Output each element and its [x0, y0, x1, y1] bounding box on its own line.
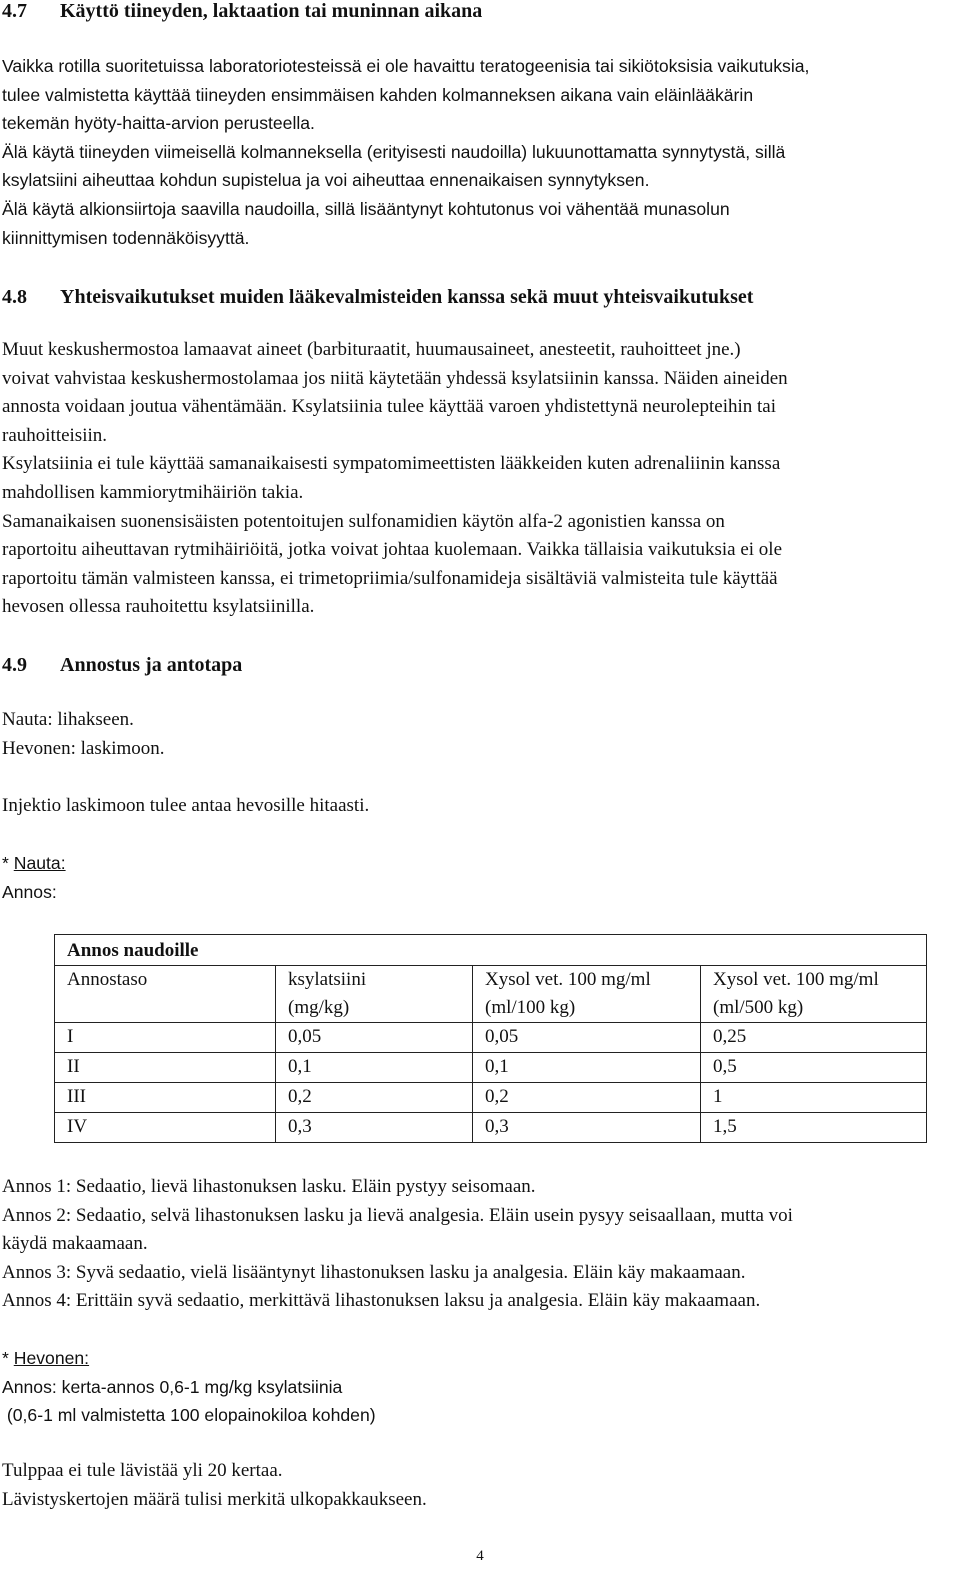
- section-4-8-body: [2, 336, 954, 622]
- table-cell: 0,3: [473, 1113, 701, 1143]
- paragraph-line: Vaikka rotilla suoritetuissa laboratoriotesteissä ei ole havaittu teratogeenisia tai sikiötoksisia vaikutuksia,: [2, 56, 810, 76]
- paragraph-line: kiinnittymisen todennäköisyyttä.: [2, 227, 250, 248]
- table-cell: 0,05: [473, 1023, 701, 1053]
- header-text: Xysol vet. 100 mg/ml: [485, 969, 651, 990]
- section-title: Annostus ja antotapa: [60, 654, 243, 676]
- paragraph-line: voivat vahvistaa keskushermostolamaa jos niitä käytetään yhdessä ksylatsiinin kanssa. Näiden aineiden: [2, 367, 788, 389]
- column-header: [701, 966, 927, 1023]
- paragraph-line: rauhoitteisiin.: [2, 424, 108, 446]
- paragraph-line: tulee valmistetta käyttää tiineyden ensimmäisen kahden kolmanneksen aikana vain eläinlääkärin: [2, 84, 754, 105]
- paragraph-line: raportoitu aiheuttavan rytmihäiriöitä, jotka voivat johtaa kuolemaan. Vaikka tällaisia vaikutuksia ei ole: [2, 539, 783, 561]
- dose-note-line: Annos 2: Sedaatio, selvä lihastonuksen lasku ja lievä analgesia. Eläin usein pysyy seisaallaan, mutta voi: [2, 1204, 793, 1226]
- table-header-row: [55, 966, 927, 1023]
- paragraph-line: Ksylatsiinia ei tule käyttää samanaikaisesti sympatomimeettisten lääkkeiden kuten adrenaliinin kanssa: [2, 453, 781, 475]
- table-row: [55, 1053, 927, 1083]
- dose-note-line: Annos 3: Syvä sedaatio, vielä lisääntynyt lihastonuksen lasku ja analgesia. Eläin käy makaamaan.: [2, 1261, 746, 1283]
- paragraph-line: Älä käytä tiineyden viimeisellä kolmanneksella (erityisesti naudoilla) lukuunottamatta synnytystä, sillä: [2, 141, 786, 162]
- paragraph-line: annosta voidaan joutua vähentämään. Ksylatsiinia tulee käyttää varoen yhdistettynä neurolepteihin tai: [2, 396, 776, 418]
- page-number: 4: [476, 1548, 484, 1564]
- section-number: 4.7: [2, 0, 27, 22]
- column-header: [55, 966, 276, 1023]
- paragraph-line: Muut keskushermostoa lamaavat aineet (barbituraatit, huumausaineet, anesteetit, rauhoitteet jne.): [2, 339, 741, 360]
- section-number: 4.9: [2, 654, 27, 676]
- section-heading-4-8: [2, 283, 954, 311]
- paragraph-line: ksylatsiini aiheuttaa kohdun supistelua ja voi aiheuttaa ennenaikaisen synnytyksen.: [2, 170, 650, 191]
- horse-dose-line-2: (0,6-1 ml valmistetta 100 elopainokiloa kohden): [2, 1405, 376, 1426]
- dose-table: [54, 934, 927, 1143]
- cattle-dose-label: Annos:: [2, 881, 57, 902]
- horse-label-line: [2, 1344, 954, 1373]
- header-text: ksylatsiini: [288, 969, 367, 990]
- route-of-administration: [2, 706, 954, 763]
- header-text: Xysol vet. 100 mg/ml: [713, 969, 879, 990]
- dose-notes: [2, 1173, 954, 1316]
- table-cell: 0,5: [701, 1053, 927, 1083]
- column-header: [473, 966, 701, 1023]
- table-cell: 0,1: [473, 1053, 701, 1083]
- table-row: [55, 1083, 927, 1113]
- table-cell: IV: [55, 1113, 276, 1143]
- section-heading-4-9: [2, 651, 954, 679]
- asterisk: *: [2, 1348, 14, 1368]
- table-title: Annos naudoille: [55, 935, 927, 966]
- cattle-label: Nauta:: [13, 853, 66, 873]
- paragraph-line: Älä käytä alkionsiirtoja saavilla naudoilla, sillä lisääntynyt kohtutonus voi vähentää munasolun: [2, 198, 730, 219]
- cattle-dose-intro: [2, 849, 954, 906]
- table-row: [55, 1023, 927, 1053]
- table-cell: 0,2: [276, 1083, 473, 1113]
- table-cell: 0,25: [701, 1023, 927, 1053]
- table-title-row: [55, 935, 927, 966]
- column-header: [276, 966, 473, 1023]
- header-unit: (ml/100 kg): [485, 997, 576, 1018]
- dose-note-line: Annos 1: Sedaatio, lievä lihastonuksen lasku. Eläin pystyy seisomaan.: [2, 1176, 536, 1197]
- header-unit: (mg/kg): [288, 997, 350, 1018]
- paragraph-line: raportoitu tämän valmisteen kanssa, ei trimetopriimia/sulfonamideja sisältäviä valmisteita tule käyttää: [2, 567, 778, 589]
- horse-label: Hevonen:: [13, 1348, 90, 1368]
- paragraph-line: hevosen ollessa rauhoitettu ksylatsiinilla.: [2, 596, 315, 618]
- table-cell: 0,05: [276, 1023, 473, 1053]
- header-unit: (ml/500 kg): [713, 997, 804, 1018]
- section-4-7-body: [2, 52, 954, 252]
- dose-note-line: Annos 4: Erittäin syvä sedaatio, merkittävä lihastonuksen laksu ja analgesia. Eläin käy makaamaan.: [2, 1290, 761, 1312]
- paragraph-line: tekemän hyöty-haitta-arvion perusteella.: [2, 113, 315, 134]
- asterisk: *: [2, 853, 14, 873]
- table-cell: I: [55, 1023, 276, 1053]
- table-row: [55, 1113, 927, 1143]
- section-heading-4-7: [2, 0, 954, 25]
- cattle-label-line: [2, 849, 954, 878]
- table-cell: 1,5: [701, 1113, 927, 1143]
- paragraph-line: mahdollisen kammiorytmihäiriön takia.: [2, 481, 304, 503]
- limit-line: Tulppaa ei tule lävistää yli 20 kertaa.: [2, 1460, 283, 1481]
- injection-note: [2, 792, 954, 821]
- route-line: Nauta: lihakseen.: [2, 709, 134, 730]
- table-cell: II: [55, 1053, 276, 1083]
- table-cell: 0,2: [473, 1083, 701, 1113]
- injection-note-text: Injektio laskimoon tulee antaa hevosille hitaasti.: [2, 795, 370, 816]
- table-cell: 0,3: [276, 1113, 473, 1143]
- limit-line: Lävistyskertojen määrä tulisi merkitä ulkopakkaukseen.: [2, 1488, 427, 1510]
- header-text: Annostaso: [67, 969, 148, 990]
- dose-note-line: käydä makaamaan.: [2, 1233, 148, 1255]
- route-line: Hevonen: laskimoon.: [2, 737, 165, 759]
- horse-dosing: [2, 1344, 954, 1430]
- section-title: Yhteisvaikutukset muiden lääkevalmisteiden kanssa sekä muut yhteisvaikutukset: [60, 286, 754, 308]
- table-cell: III: [55, 1083, 276, 1113]
- paragraph-line: Samanaikaisen suonensisäisten potentoitujen sulfonamidien käytön alfa-2 agonistien kanssa on: [2, 510, 725, 532]
- horse-dose-line: Annos: kerta-annos 0,6-1 mg/kg ksylatsiinia: [2, 1376, 343, 1397]
- table-cell: 1: [701, 1083, 927, 1113]
- section-number: 4.8: [2, 286, 27, 308]
- table-cell: 0,1: [276, 1053, 473, 1083]
- injection-limits: [2, 1457, 954, 1514]
- section-title: Käyttö tiineyden, laktaation tai muninnan aikana: [60, 0, 483, 22]
